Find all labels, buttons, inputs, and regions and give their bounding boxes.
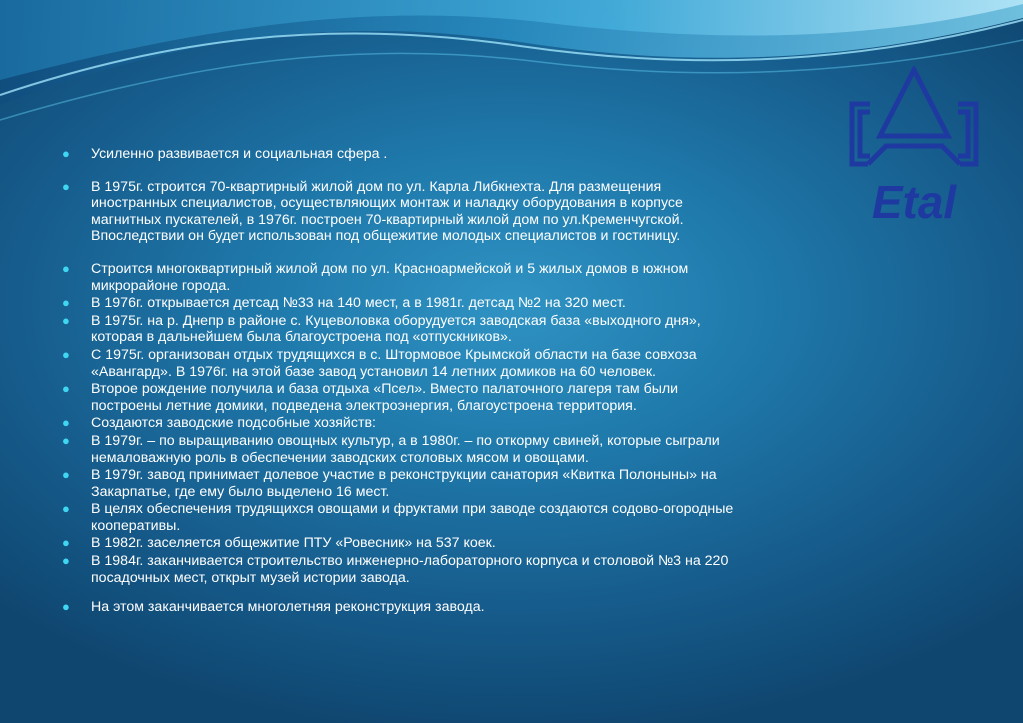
bullet-dot-icon: ●: [62, 312, 70, 328]
list-item-text: Строится многоквартирный жилой дом по ул. Красноармейской и 5 жилых домов в южном микрорайоне города.: [91, 260, 689, 294]
list-item: [60, 553, 830, 586]
bullet-dot-icon: ●: [62, 381, 70, 397]
bullet-dot-icon: ●: [62, 260, 70, 276]
bullet-dot-icon: ●: [62, 599, 70, 615]
list-item-text: В 1975г. на р. Днепр в районе с. Куцеволовка оборудуется заводская база «выходного дня», которая в дальнейшем была благоустроена под «отпускников».: [91, 312, 701, 346]
bullet-dot-icon: ●: [62, 346, 70, 362]
list-item: [60, 295, 830, 312]
bullet-dot-icon: ●: [62, 467, 70, 483]
list-item: [60, 347, 830, 380]
list-item: [60, 501, 830, 534]
list-item: [60, 599, 830, 616]
list-item: [60, 146, 830, 163]
list-item-text: В целях обеспечения трудящихся овощами и фруктами при заводе создаются содово-огородные кооперативы.: [91, 501, 734, 534]
bullet-dot-icon: ●: [62, 501, 70, 517]
list-item-text: Усиленно развивается и социальная сфера .: [91, 146, 388, 162]
logo-text: Etal: [871, 176, 957, 226]
list-item-text: В 1979г. завод принимает долевое участие в реконструкции санатория «Квитка Полоныны» на Закарпатье, где ему было выделено 16 мест.: [91, 467, 717, 500]
list-item: [60, 467, 830, 500]
list-item: [60, 179, 830, 245]
bullet-dot-icon: ●: [62, 553, 70, 569]
list-item: [60, 433, 830, 466]
list-item-text: В 1975г. строится 70-квартирный жилой дом по ул. Карла Либкнехта. Для размещения иностранных специалистов, осуществляющих монтаж и наладку оборудования в корпусе магнитных пускателей, в 1976г. построен 70-квартирный жилой дом по ул.Кременчугской. Впоследствии он будет использован под общежитие молодых специалистов и гостиницу.: [91, 178, 684, 245]
list-item-text: В 1976г. открывается детсад №33 на 140 мест, а в 1981г. детсад №2 на 320 мест.: [91, 295, 626, 312]
list-item-text: Второе рождение получила и база отдыха «Псел». Вместо палаточного лагеря там были построены летние домики, подведена электроэнергия, благоустроена территория.: [91, 381, 679, 414]
bullet-dot-icon: ●: [62, 432, 70, 448]
list-item-text: В 1979г. – по выращиванию овощных культур, а в 1980г. – по откорму свиней, которые сыграли немаловажную роль в обеспечении заводских столовых мясом и овощами.: [91, 432, 720, 466]
list-item-text: Создаются заводские подсобные хозяйств:: [91, 415, 376, 432]
etal-logo: [848, 66, 980, 226]
list-item: [60, 261, 830, 294]
list-item: [60, 313, 830, 346]
list-item-text: В 1984г. заканчивается строительство инженерно-лабораторного корпуса и столовой №3 на 220 посадочных мест, открыт музей истории завода.: [91, 553, 729, 586]
list-item-text: С 1975г. организован отдых трудящихся в с. Штормовое Крымской области на базе совхоза «Авангард». В 1976г. на этой базе завод установил 14 летних домиков на 60 человек.: [91, 346, 697, 380]
bullet-dot-icon: ●: [62, 535, 70, 551]
list-item: [60, 381, 830, 414]
list-item-text: В 1982г. заселяется общежитие ПТУ «Ровесник» на 537 коек.: [91, 535, 496, 552]
bullet-list: [60, 146, 830, 617]
bullet-dot-icon: ●: [62, 295, 70, 311]
list-item: [60, 535, 830, 552]
list-item-text: На этом заканчивается многолетняя реконструкция завода.: [91, 599, 485, 616]
bullet-dot-icon: ●: [62, 415, 70, 431]
list-item: [60, 415, 830, 432]
bullet-dot-icon: ●: [62, 178, 70, 194]
bullet-dot-icon: ●: [62, 146, 70, 161]
